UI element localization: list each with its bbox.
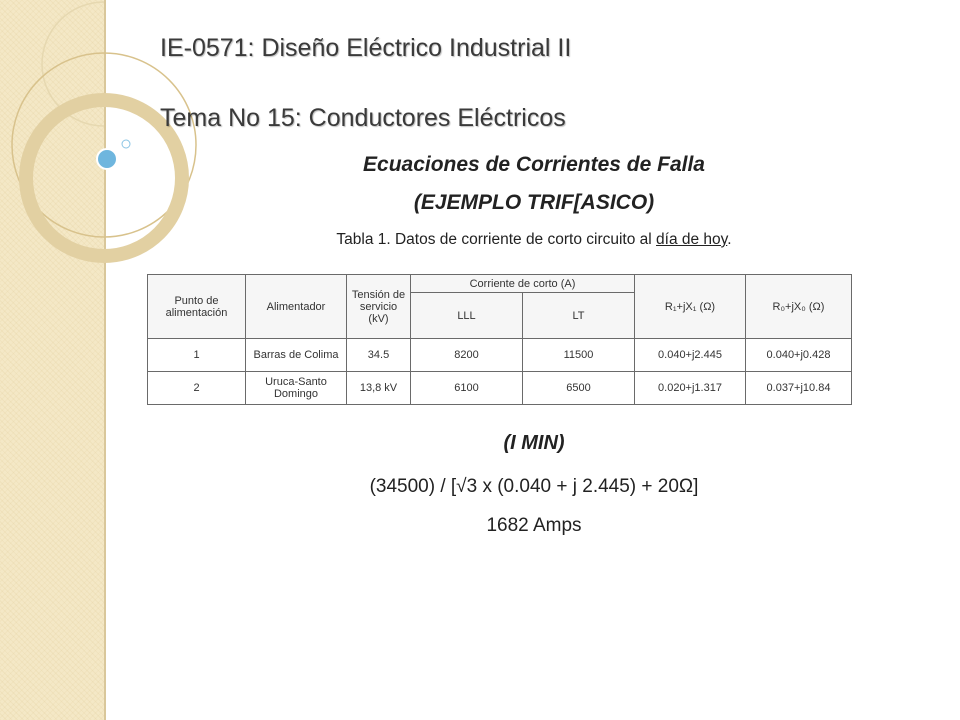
table-row xyxy=(148,372,852,405)
cell-punto: 1 xyxy=(148,339,246,372)
section-heading: Ecuaciones de Corrientes de Falla xyxy=(363,153,705,176)
calc-result: 1682 Amps xyxy=(486,515,582,536)
caption-suffix: . xyxy=(727,231,732,248)
cell-r0: 0.037+j10.84 xyxy=(746,372,852,405)
topic-title: Tema No 15: Conductores Eléctricos xyxy=(160,104,566,132)
course-title: IE-0571: Diseño Eléctrico Industrial II xyxy=(160,34,572,62)
cell-r1: 0.020+j1.317 xyxy=(635,372,746,405)
header-tension: Tensión de servicio (kV) xyxy=(347,275,411,339)
cell-punto: 2 xyxy=(148,372,246,405)
section-subheading: (EJEMPLO TRIF[ASICO) xyxy=(413,191,655,214)
cell-r1: 0.040+j2.445 xyxy=(635,339,746,372)
cell-tension: 34.5 xyxy=(347,339,411,372)
cell-alimentador: Uruca-Santo Domingo xyxy=(246,372,347,405)
cell-alimentador: Barras de Colima xyxy=(246,339,347,372)
cell-r0: 0.040+j0.428 xyxy=(746,339,852,372)
calc-label: (I MIN) xyxy=(503,432,565,454)
header-r1: R₁+jX₁ (Ω) xyxy=(635,275,746,339)
header-alimentador: Alimentador xyxy=(246,275,347,339)
table-header-row xyxy=(148,275,852,293)
cell-lll: 8200 xyxy=(411,339,523,372)
header-lt: LT xyxy=(523,293,635,339)
table-row xyxy=(148,339,852,372)
header-r0: R₀+jX₀ (Ω) xyxy=(746,275,852,339)
cell-lt: 11500 xyxy=(523,339,635,372)
header-corriente: Corriente de corto (A) xyxy=(411,275,635,293)
header-punto: Punto de alimentación xyxy=(148,275,246,339)
caption-underlined: día de hoy xyxy=(656,231,728,248)
table-caption xyxy=(108,231,960,249)
header-lll: LLL xyxy=(411,293,523,339)
caption-prefix: Tabla 1. Datos de corriente de corto circuito al xyxy=(336,231,657,248)
calc-formula: (34500) / [√3 x (0.040 + j 2.445) + 20Ω] xyxy=(369,476,699,497)
cell-lll: 6100 xyxy=(411,372,523,405)
blue-bubble-small xyxy=(122,140,130,148)
fault-current-table xyxy=(147,274,852,405)
cell-tension: 13,8 kV xyxy=(347,372,411,405)
cell-lt: 6500 xyxy=(523,372,635,405)
